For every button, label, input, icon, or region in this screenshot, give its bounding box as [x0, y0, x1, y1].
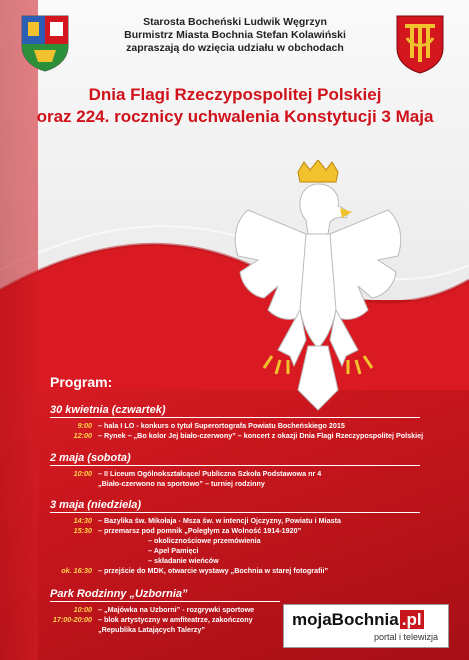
program-section-may2 [50, 452, 420, 489]
program-row [50, 556, 420, 566]
program-row [50, 516, 420, 526]
event-description: – „Majówka na Uzborni” - rozgrywki sportowe [98, 605, 255, 614]
program-row [50, 431, 423, 441]
program-row [50, 625, 280, 635]
program-row [50, 526, 420, 536]
event-description: – przemarsz pod pomnik „Poległym za Wolność 1914-1920” [98, 526, 302, 535]
powiat-crest-icon [20, 14, 70, 72]
organizers-text [80, 16, 390, 55]
program-section-may3 [50, 499, 420, 576]
poster-title [20, 84, 450, 128]
event-time: 14:30 [73, 516, 92, 525]
event-description: – okolicznościowe przemówienia [148, 536, 261, 545]
event-time [100, 536, 148, 546]
program-row [50, 536, 420, 546]
mojabochnia-logo[interactable] [283, 604, 449, 648]
event-description: – przejście do MDK, otwarcie wystawy „Bochnia w starej fotografii” [98, 566, 329, 575]
title-line-1: Dnia Flagi Rzeczypospolitej Polskiej [88, 85, 382, 104]
logo-tagline: portal i telewizja [373, 632, 438, 642]
logo-main-text: mojaBochnia [292, 610, 399, 629]
logo-domain-suffix: .pl [401, 610, 422, 629]
program-row [50, 566, 420, 576]
section-title: 3 maja (niedziela) [50, 499, 420, 513]
logo-wordmark [292, 610, 424, 630]
program-row [50, 469, 420, 479]
event-description: – Apel Pamięci [148, 546, 199, 555]
organizer-line-1: Starosta Bocheński Ludwik Węgrzyn [143, 16, 327, 28]
event-time [50, 625, 98, 635]
event-time [100, 546, 148, 556]
program-row [50, 421, 423, 431]
title-line-2: oraz 224. rocznicy uchwalenia Konstytucji 3 Maja [36, 107, 434, 126]
program-row [50, 546, 420, 556]
event-description: – II Liceum Ogólnokształcące/ Publiczna Szkoła Podstawowa nr 4 [98, 469, 322, 478]
event-time: 10:00 [73, 605, 92, 614]
event-time: 17:00-20:00 [52, 615, 92, 624]
event-time [50, 479, 98, 489]
invitation-line: zapraszają do wzięcia udziału w obchodach [126, 42, 344, 54]
event-description: – Bazylika św. Mikołaja - Msza św. w intencji Ojczyzny, Powiatu i Miasta [98, 516, 341, 525]
program-heading: Program: [50, 374, 113, 390]
program-row [50, 615, 280, 625]
event-description: – blok artystyczny w amfiteatrze, zakończony [98, 615, 253, 624]
event-description: – Rynek – „Bo kolor Jej biało-czerwony” – koncert z okazji Dnia Flagi Rzeczypospolitej Polskiej [98, 431, 424, 440]
section-title: Park Rodzinny „Uzbornia” [50, 588, 280, 602]
organizer-line-2: Burmistrz Miasta Bochnia Stefan Kolawiński [124, 29, 346, 41]
event-time: 9:00 [77, 421, 92, 430]
bochnia-crest-icon [395, 14, 445, 74]
white-eagle-emblem [228, 160, 408, 415]
event-description: „Biało-czerwono na sportowo” – turniej rodzinny [98, 479, 265, 488]
event-time: 10:00 [73, 469, 92, 478]
event-time [100, 556, 148, 566]
program-section-apr30 [50, 404, 423, 441]
event-description: – składanie wieńców [148, 556, 219, 565]
program-row [50, 605, 280, 615]
program-row [50, 479, 420, 489]
event-time: ok. 16:30 [61, 566, 92, 575]
event-time: 15:30 [73, 526, 92, 535]
section-title: 30 kwietnia (czwartek) [50, 404, 420, 418]
section-title: 2 maja (sobota) [50, 452, 420, 466]
program-section-uzbornia [50, 588, 280, 635]
event-description: „Republika Latających Talerzy” [98, 625, 205, 634]
event-time: 12:00 [73, 431, 92, 440]
event-description: – hala I LO - konkurs o tytuł Superortografa Powiatu Bocheńskiego 2015 [98, 421, 345, 430]
